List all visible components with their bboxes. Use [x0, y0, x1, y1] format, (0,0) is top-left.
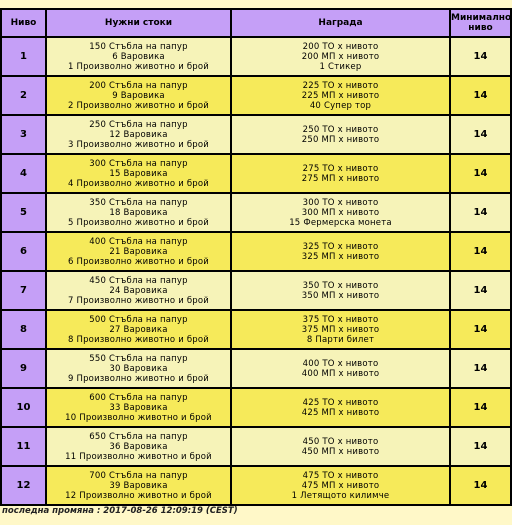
goods-line: 3 Произволно животно и брой [67, 139, 210, 150]
table-row [1, 193, 511, 232]
goods-line: 12 Произволно животно и брой [65, 490, 212, 501]
goods-line: 1 Произволно животно и брой [67, 61, 210, 72]
header-row [1, 9, 511, 37]
reward-line: 325 МП х нивото [301, 251, 380, 262]
goods-line: 9 Варовика [112, 90, 165, 101]
goods-line: 21 Варовика [109, 246, 168, 257]
reward-line: 325 ТО х нивото [302, 241, 379, 252]
table-body [1, 37, 511, 505]
min-level-cell: 14 [450, 193, 511, 232]
min-level-cell: 14 [450, 427, 511, 466]
reward-cell [231, 271, 450, 310]
table-row [1, 232, 511, 271]
goods-line: 450 Стъбла на папур [89, 275, 188, 286]
header-goods: Нужни стоки [46, 9, 231, 37]
reward-line: 250 МП х нивото [301, 134, 380, 145]
reward-cell [231, 115, 450, 154]
reward-line: 475 ТО х нивото [302, 470, 379, 481]
goods-cell [46, 388, 231, 427]
reward-cell [231, 427, 450, 466]
reward-cell [231, 349, 450, 388]
reward-cell [231, 232, 450, 271]
table-row [1, 271, 511, 310]
reward-cell [231, 310, 450, 349]
reward-line: 400 ТО х нивото [302, 358, 379, 369]
table-row [1, 76, 511, 115]
goods-line: 10 Произволно животно и брой [65, 412, 212, 423]
table-row [1, 427, 511, 466]
min-level-cell: 14 [450, 76, 511, 115]
goods-line: 200 Стъбла на папур [89, 80, 188, 91]
goods-cell [46, 427, 231, 466]
reward-line: 1 Стикер [319, 61, 362, 72]
level-cell: 11 [1, 427, 46, 466]
min-level-cell: 14 [450, 37, 511, 76]
reward-line: 425 ТО х нивото [302, 397, 379, 408]
table-row [1, 154, 511, 193]
reward-line: 375 МП х нивото [301, 324, 380, 335]
goods-line: 33 Варовика [109, 402, 168, 413]
goods-line: 700 Стъбла на папур [89, 470, 188, 481]
goods-line: 36 Варовика [109, 441, 168, 452]
goods-cell [46, 466, 231, 505]
goods-line: 15 Варовика [109, 168, 168, 179]
goods-line: 550 Стъбла на папур [89, 353, 188, 364]
min-level-cell: 14 [450, 466, 511, 505]
reward-line: 40 Супер тор [309, 100, 372, 111]
table-row [1, 310, 511, 349]
goods-cell [46, 37, 231, 76]
reward-table [0, 8, 512, 506]
level-cell: 1 [1, 37, 46, 76]
min-level-cell: 14 [450, 388, 511, 427]
reward-line: 225 ТО х нивото [302, 80, 379, 91]
header-min-level-line: ниво [468, 23, 493, 33]
goods-cell [46, 349, 231, 388]
goods-line: 350 Стъбла на папур [89, 197, 188, 208]
min-level-cell: 14 [450, 349, 511, 388]
reward-cell [231, 76, 450, 115]
level-cell: 8 [1, 310, 46, 349]
header-min-level [450, 9, 511, 37]
min-level-cell: 14 [450, 310, 511, 349]
goods-line: 7 Произволно животно и брой [67, 295, 210, 306]
goods-line: 18 Варовика [109, 207, 168, 218]
goods-cell [46, 271, 231, 310]
table-row [1, 388, 511, 427]
goods-line: 24 Варовика [109, 285, 168, 296]
goods-line: 39 Варовика [109, 480, 168, 491]
header-reward: Награда [231, 9, 450, 37]
level-cell: 4 [1, 154, 46, 193]
reward-line: 225 МП х нивото [301, 90, 380, 101]
level-cell: 12 [1, 466, 46, 505]
level-cell: 3 [1, 115, 46, 154]
table-row [1, 349, 511, 388]
goods-line: 300 Стъбла на папур [89, 158, 188, 169]
level-cell: 10 [1, 388, 46, 427]
level-cell: 9 [1, 349, 46, 388]
reward-line: 425 МП х нивото [301, 407, 380, 418]
goods-line: 150 Стъбла на папур [89, 41, 188, 52]
level-cell: 7 [1, 271, 46, 310]
goods-line: 5 Произволно животно и брой [67, 217, 210, 228]
min-level-cell: 14 [450, 154, 511, 193]
goods-line: 11 Произволно животно и брой [65, 451, 212, 462]
level-cell: 2 [1, 76, 46, 115]
reward-line: 400 МП х нивото [301, 368, 380, 379]
goods-cell [46, 232, 231, 271]
reward-line: 275 ТО х нивото [302, 163, 379, 174]
min-level-cell: 14 [450, 271, 511, 310]
min-level-cell: 14 [450, 232, 511, 271]
level-cell: 6 [1, 232, 46, 271]
goods-line: 600 Стъбла на папур [89, 392, 188, 403]
goods-line: 500 Стъбла на папур [89, 314, 188, 325]
reward-line: 250 ТО х нивото [302, 124, 379, 135]
last-modified: последна промяна : 2017-08-26 12:09:19 (CEST) [2, 506, 238, 516]
reward-line: 450 ТО х нивото [302, 436, 379, 447]
goods-cell [46, 115, 231, 154]
goods-line: 2 Произволно животно и брой [67, 100, 210, 111]
goods-line: 12 Варовика [109, 129, 168, 140]
goods-line: 650 Стъбла на папур [89, 431, 188, 442]
goods-line: 250 Стъбла на папур [89, 119, 188, 130]
reward-line: 300 МП х нивото [301, 207, 380, 218]
goods-line: 8 Произволно животно и брой [67, 334, 210, 345]
header-level: Ниво [1, 9, 46, 37]
goods-line: 27 Варовика [109, 324, 168, 335]
reward-line: 200 ТО х нивото [302, 41, 379, 52]
reward-line: 1 Летящото килимче [291, 490, 390, 501]
reward-line: 275 МП х нивото [301, 173, 380, 184]
reward-cell [231, 154, 450, 193]
reward-line: 375 ТО х нивото [302, 314, 379, 325]
table-row [1, 466, 511, 505]
reward-cell [231, 37, 450, 76]
goods-cell [46, 310, 231, 349]
goods-line: 30 Варовика [109, 363, 168, 374]
reward-cell [231, 388, 450, 427]
goods-line: 9 Произволно животно и брой [67, 373, 210, 384]
goods-line: 6 Варовика [112, 51, 165, 62]
reward-line: 350 ТО х нивото [302, 280, 379, 291]
goods-line: 6 Произволно животно и брой [67, 256, 210, 267]
reward-line: 300 ТО х нивото [302, 197, 379, 208]
reward-cell [231, 193, 450, 232]
table-row [1, 115, 511, 154]
goods-cell [46, 154, 231, 193]
reward-cell [231, 466, 450, 505]
min-level-cell: 14 [450, 115, 511, 154]
header-min-level-line: Минимално [451, 13, 512, 23]
table-row [1, 37, 511, 76]
goods-cell [46, 193, 231, 232]
reward-line: 475 МП х нивото [301, 480, 380, 491]
goods-line: 400 Стъбла на папур [89, 236, 188, 247]
reward-line: 200 МП х нивото [301, 51, 380, 62]
goods-line: 4 Произволно животно и брой [67, 178, 210, 189]
reward-line: 450 МП х нивото [301, 446, 380, 457]
goods-cell [46, 76, 231, 115]
level-cell: 5 [1, 193, 46, 232]
reward-line: 15 Фермерска монета [289, 217, 392, 228]
reward-line: 8 Парти билет [306, 334, 375, 345]
reward-line: 350 МП х нивото [301, 290, 380, 301]
